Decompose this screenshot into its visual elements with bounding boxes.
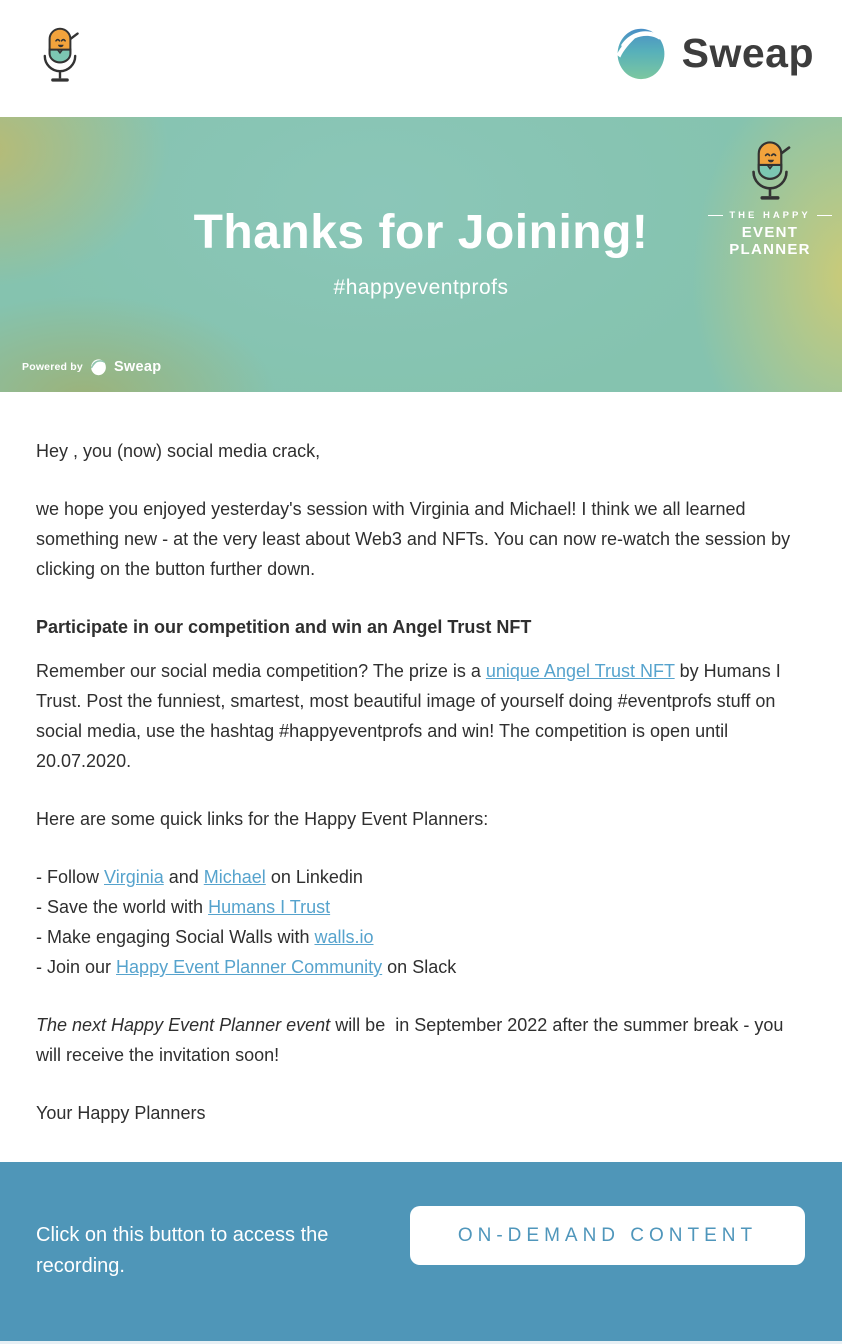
virginia-link[interactable]: Virginia — [104, 867, 164, 887]
list-item-text: - Join our — [36, 957, 117, 977]
quick-links-list — [36, 862, 806, 982]
paragraph-competition — [36, 656, 806, 776]
greeting: Hey , you (now) social media crack, — [36, 441, 321, 461]
powered-by-label: Powered by — [22, 361, 83, 373]
humans-i-trust-link[interactable]: Humans I Trust — [208, 897, 331, 917]
powered-by-brand: Sweap — [113, 359, 162, 375]
competition-heading: Participate in our competition and win an Angel Trust NFT — [36, 617, 532, 637]
list-item — [36, 922, 806, 952]
list-item — [36, 862, 806, 892]
sweap-wordmark: Sweap — [681, 29, 814, 76]
hero-hashtag: #happyeventprofs — [333, 276, 509, 299]
paragraph-session: we hope you enjoyed yesterday's session with Virginia and Michael! I think we all learned something new - at the very least about Web3 and NFTs. You can now re-watch the session by clicking on the button further down. — [36, 499, 791, 579]
on-demand-content-button[interactable]: ON-DEMAND CONTENT — [410, 1206, 805, 1265]
badge-text-bottom: EVENT PLANNER — [729, 224, 811, 258]
michael-link[interactable]: Michael — [203, 867, 266, 887]
list-item — [36, 952, 806, 982]
list-item-text: - Save the world with — [36, 897, 209, 917]
angel-trust-nft-link[interactable]: unique Angel Trust NFT — [485, 661, 675, 681]
walls-io-link[interactable]: walls.io — [314, 927, 374, 947]
list-item-text: on Linkedin — [265, 867, 363, 887]
happy-event-planner-mascot-icon — [704, 137, 836, 205]
next-event-rest: will be in September 2022 after the summer break - you will receive the invitation soon! — [36, 1015, 784, 1065]
happy-event-planner-mascot-icon — [36, 24, 84, 90]
list-item — [36, 892, 806, 922]
email-header — [0, 0, 842, 117]
list-item-text: and — [163, 867, 204, 887]
hero-title: Thanks for Joining! — [193, 206, 649, 259]
community-slack-link[interactable]: Happy Event Planner Community — [116, 957, 383, 977]
hero-banner — [0, 117, 842, 392]
email-body — [0, 392, 842, 1162]
cta-footer — [0, 1162, 842, 1341]
list-item-text: - Make engaging Social Walls with — [36, 927, 315, 947]
badge-text-top: THE HAPPY — [729, 210, 811, 221]
competition-text-post: by Humans I Trust. Post the funniest, smartest, most beautiful image of yourself doing #eventprofs stuff on social media, use the hashtag #happyeventprofs and win! The competition is open until 20.07.2020. — [36, 661, 781, 771]
signoff: Your Happy Planners — [36, 1103, 206, 1123]
sweap-mini-icon — [90, 358, 107, 376]
competition-text-pre: Remember our social media competition? The prize is a — [36, 661, 486, 681]
sweap-logo — [614, 24, 814, 82]
cta-text: Click on this button to access the recording. — [36, 1224, 329, 1277]
next-event-italic: The next Happy Event Planner event — [36, 1015, 331, 1035]
next-event-paragraph — [36, 1010, 806, 1070]
powered-by — [22, 358, 161, 376]
list-item-text: - Follow — [36, 867, 105, 887]
quick-links-intro: Here are some quick links for the Happy Event Planners: — [36, 809, 489, 829]
sweap-logo-icon — [614, 24, 668, 82]
list-item-text: on Slack — [382, 957, 457, 977]
